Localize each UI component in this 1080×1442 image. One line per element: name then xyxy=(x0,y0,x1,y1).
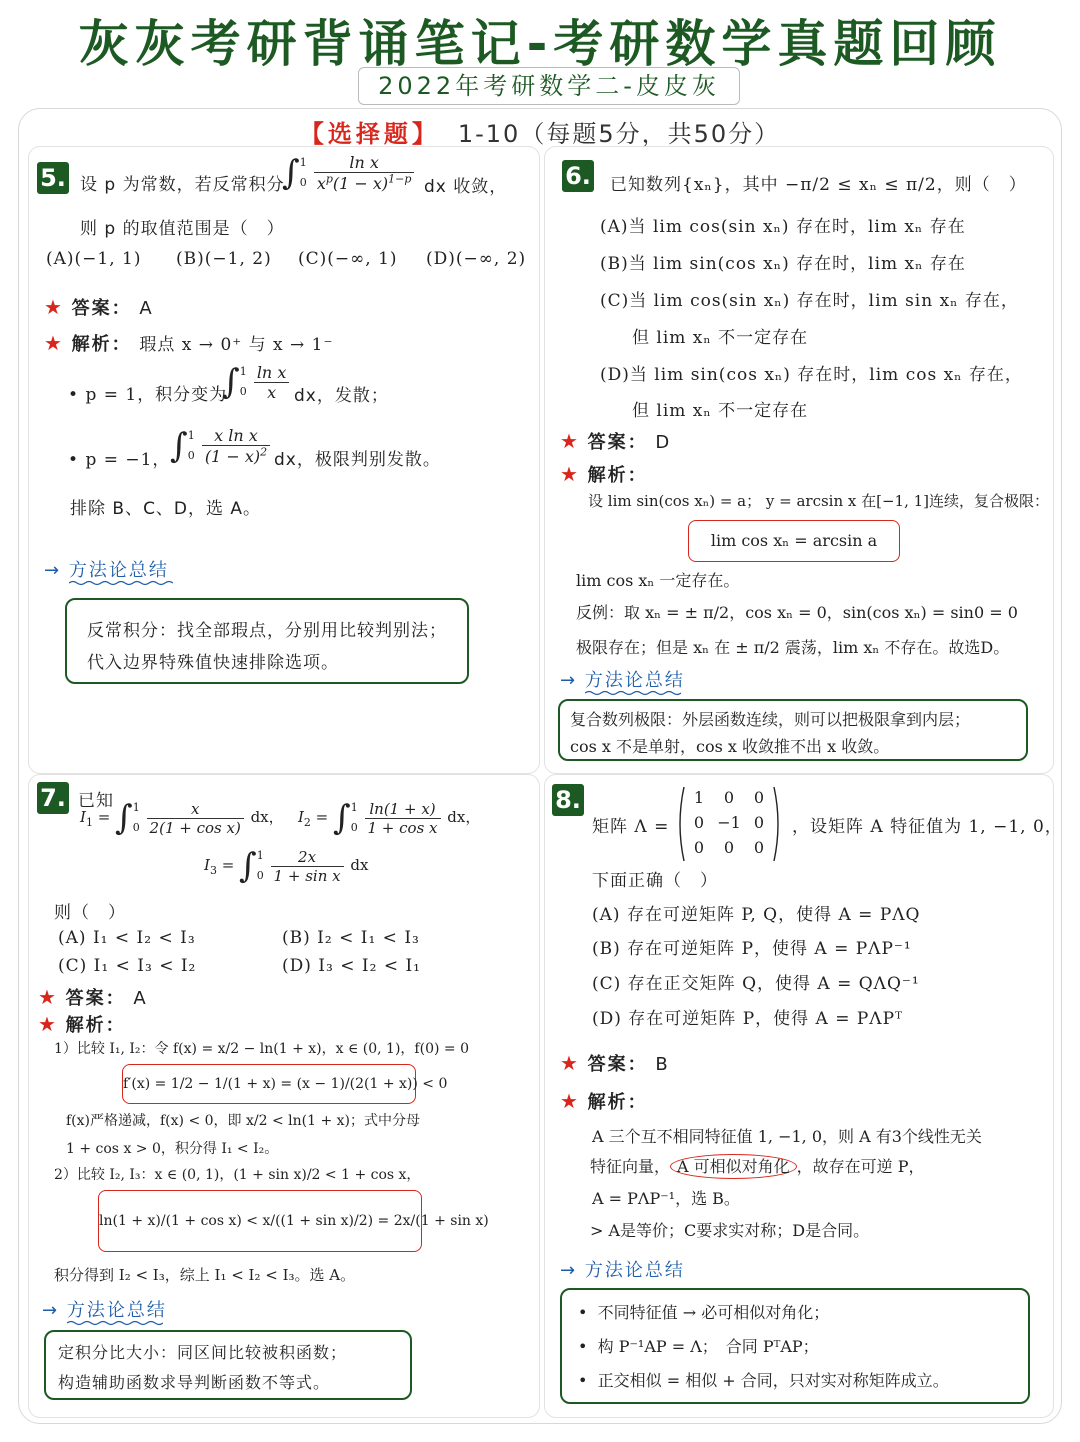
q7-option-b: (B) I₂ < I₁ < I₃ xyxy=(282,928,420,948)
q7-summary-1: 定积分比大小：同区间比较被积函数； xyxy=(58,1343,348,1362)
section-header xyxy=(0,114,1080,149)
q6-option-c: (C)当 lim cos(sin xₙ) 存在时，lim sin xₙ 存在， xyxy=(600,291,1019,311)
q8-stem2: 下面正确（ ） xyxy=(592,871,718,891)
arrow-right-icon: → xyxy=(44,560,62,581)
q5-integral: ∫1 0 $\frac{\text{ln x}}{x^p(1 - x)^{1-p}}$ xyxy=(282,153,416,193)
q5-b2-pre: p = −1， xyxy=(85,450,171,470)
section-label: 【选择题】 xyxy=(299,120,440,148)
star-icon: ★ xyxy=(560,462,580,486)
q8-number: 8. xyxy=(552,784,584,816)
q7-number: 7. xyxy=(37,782,69,814)
q6-analysis-4: 极限存在；但是 xₙ 在 ± π/2 震荡，lim xₙ 不存在。故选D。 xyxy=(576,638,1010,657)
q8-option-b: (B) 存在可逆矩阵 P，使得 A = PΛP⁻¹ xyxy=(592,939,912,959)
matrix-cell: 0 xyxy=(753,788,765,807)
q6-analysis-label: 解析： xyxy=(587,465,648,486)
q6-option-a: (A)当 lim cos(sin xₙ) 存在时，lim xₙ 存在 xyxy=(600,217,966,237)
q7-summary-box xyxy=(44,1330,412,1400)
q8-summary-box xyxy=(560,1288,1030,1404)
q7-answer: A xyxy=(133,988,148,1009)
q6-option-d: (D)当 lim sin(cos xₙ) 存在时，lim cos xₙ 存在， xyxy=(600,365,1023,385)
q5-option-b: (B)(−1, 2) xyxy=(176,249,272,269)
matrix-row xyxy=(684,813,774,838)
q7-analysis-label: 解析： xyxy=(65,1015,126,1036)
q8-answer-row xyxy=(560,1050,670,1076)
q5-b1-pre: p = 1，积分变为 xyxy=(85,385,228,405)
q7-i3: $I_3 = \int 1$ 0 $\frac{2x}{\text{1 + sin x}}$ dx xyxy=(204,846,369,886)
star-icon: ★ xyxy=(38,1012,58,1036)
q8-summary-1: • 不同特征值 → 必可相似对角化； xyxy=(578,1303,830,1322)
q5-analysis: 瑕点 x → 0⁺ 与 x → 1⁻ xyxy=(139,335,334,355)
bullet-icon: • xyxy=(578,1371,598,1390)
q8-stem-post: ，设矩阵 A 特征值为 1, −1, 0， xyxy=(792,817,1063,837)
q6-method-heading: → 方法论总结 xyxy=(560,666,685,696)
q6-analysis-1: 设 lim sin(cos xₙ) = a； y = arcsin x 在[−1, 1]连续，复合极限： xyxy=(588,492,1050,510)
q5-stem-end: dx 收敛， xyxy=(424,177,508,197)
q5-b1-integral: ∫1 0 $\frac{\text{ln x}}{x}$ xyxy=(222,362,291,402)
q5-conclusion: 排除 B、C、D，选 A。 xyxy=(70,499,262,519)
q8-answer-label: 答案： xyxy=(587,1054,648,1075)
q5-analysis-label: 解析： xyxy=(71,334,132,355)
arrow-right-icon: → xyxy=(42,1300,60,1321)
q5-b2-post: dx，极限判别发散。 xyxy=(274,450,441,470)
q7-box-2: ln(1 + x)/(1 + cos x) < x/((1 + sin x)/2) = 2x/(1 + sin x) xyxy=(98,1190,422,1252)
matrix-cell: 0 xyxy=(723,838,735,857)
matrix-cell: 1 xyxy=(693,788,705,807)
q8-option-d: (D) 存在可逆矩阵 P，使得 A = PΛPᵀ xyxy=(592,1009,904,1029)
q7-answer-row xyxy=(38,984,148,1010)
q6-analysis-2: lim cos xₙ 一定存在。 xyxy=(576,571,740,590)
bullet-icon: • xyxy=(578,1337,598,1356)
q7-summary-2: 构造辅助函数求导判断函数不等式。 xyxy=(58,1373,331,1392)
page-subtitle: 2022年考研数学二-皮皮灰 xyxy=(358,67,740,105)
q8-summary-3: • 正交相似 = 相似 + 合同，只对实对称矩阵成立。 xyxy=(578,1371,949,1390)
q8-analysis-label: 解析： xyxy=(587,1092,648,1113)
q5-answer-label: 答案： xyxy=(71,298,132,319)
q7-option-c: (C) I₁ < I₃ < I₂ xyxy=(58,956,197,976)
page-title: 灰灰考研背诵笔记-考研数学真题回顾 xyxy=(78,15,1002,73)
q5-bullet2 xyxy=(68,445,170,470)
q7-step-4: 2）比较 I₂, I₃：x ∈ (0, 1)，(1 + sin x)/2 < 1 + cos x， xyxy=(54,1167,421,1183)
q5-summary-box xyxy=(65,598,469,684)
star-icon: ★ xyxy=(560,1051,580,1075)
q6-number: 6. xyxy=(562,160,594,192)
q7-step-2: f(x)严格递减，f(x) < 0，即 x/2 < ln(1 + x)；式中分母 xyxy=(66,1113,420,1129)
arrow-right-icon: → xyxy=(560,670,578,691)
q8-analysis-3: A = PΛP⁻¹，选 B。 xyxy=(592,1189,740,1208)
q7-method-heading: → 方法论总结 xyxy=(42,1296,167,1326)
matrix-cell: 0 xyxy=(723,788,735,807)
q8-matrix xyxy=(674,784,784,864)
q8-option-a: (A) 存在可逆矩阵 P, Q，使得 A = PΛQ xyxy=(592,905,921,925)
q8-analysis-2: 特征向量， A 可相似对角化 ，故存在可逆 P， xyxy=(590,1154,925,1177)
bullet-icon: • xyxy=(68,385,86,405)
q5-option-d: (D)(−∞, 2) xyxy=(426,249,527,269)
q6-answer-row xyxy=(560,428,671,454)
q7-stem: 已知 xyxy=(78,791,114,811)
q8-analysis-1: A 三个互不相同特征值 1, −1, 0，则 A 有3个线性无关 xyxy=(592,1127,982,1146)
matrix-row xyxy=(684,788,774,813)
q6-analysis-row xyxy=(560,461,648,487)
matrix-cell: 0 xyxy=(753,838,765,857)
q6-boxed-result: lim cos xₙ = arcsin a xyxy=(688,520,900,562)
q7-i1-i2: $I_1 = \int 1$ 0 $\frac{x}{\text{2(1 + cos x)}}$ dx， $I_2 = \int 1$ 0 $\frac{\ln(1 + x)}{\text{1 + cos x}}$ dx， xyxy=(80,798,481,838)
star-icon: ★ xyxy=(38,985,58,1009)
q8-analysis-row xyxy=(560,1088,648,1114)
q5-b1-post: dx，发散； xyxy=(294,386,389,406)
matrix-cell: 0 xyxy=(693,813,705,832)
q5-b2-integral: ∫1 0 $\frac{\text{x ln x}}{(1 - x)^2}$ xyxy=(170,426,272,466)
matrix-cell: 0 xyxy=(753,813,765,832)
q6-stem: 已知数列{xₙ}，其中 −π/2 ≤ xₙ ≤ π/2，则（ ） xyxy=(610,175,1027,195)
q7-answer-label: 答案： xyxy=(65,988,126,1009)
q5-answer-row xyxy=(44,294,154,320)
q5-summary-1: 反常积分：找全部瑕点，分别用比较判别法； xyxy=(87,621,447,641)
q7-option-d: (D) I₃ < I₂ < I₁ xyxy=(282,956,421,976)
matrix-cell: −1 xyxy=(717,813,741,832)
q7-analysis-row xyxy=(38,1011,126,1037)
q5-bullet1 xyxy=(68,380,227,405)
q6-option-b: (B)当 lim sin(cos xₙ) 存在时，lim xₙ 存在 xyxy=(600,254,966,274)
q5-analysis-row xyxy=(44,330,333,356)
q6-answer-label: 答案： xyxy=(587,432,648,453)
q5-option-a: (A)(−1, 1) xyxy=(46,249,142,269)
star-icon: ★ xyxy=(44,295,64,319)
q5-stem: 设 p 为常数，若反常积分 xyxy=(80,175,285,195)
star-icon: ★ xyxy=(560,429,580,453)
q5-number: 5. xyxy=(37,162,69,194)
q6-summary-box xyxy=(558,699,1028,761)
q7-step-1: 1）比较 I₁, I₂：令 f(x) = x/2 − ln(1 + x)，x ∈ (0, 1)，f(0) = 0 xyxy=(54,1041,469,1057)
q7-option-a: (A) I₁ < I₂ < I₃ xyxy=(58,928,196,948)
q7-box-1: f′(x) = 1/2 − 1/(1 + x) = (x − 1)/(2(1 + x)) < 0 xyxy=(122,1064,416,1104)
q8-analysis-4: > A是等价；C要求实对称；D是合同。 xyxy=(590,1221,870,1240)
arrow-right-icon: → xyxy=(560,1260,578,1281)
matrix-cell: 0 xyxy=(693,838,705,857)
q8-method-heading: → 方法论总结 xyxy=(560,1260,685,1281)
q6-summary-1: 复合数列极限：外层函数连续，则可以把极限拿到内层； xyxy=(570,710,971,729)
matrix-row xyxy=(684,838,774,863)
q5-stem2: 则 p 的取值范围是（ ） xyxy=(80,219,285,239)
bullet-icon: • xyxy=(68,450,86,470)
q5-answer: A xyxy=(139,298,154,319)
q8-answer: B xyxy=(655,1054,670,1075)
q5-summary-2: 代入边界特殊值快速排除选项。 xyxy=(87,653,339,673)
q8-option-c: (C) 存在正交矩阵 Q，使得 A = QΛQ⁻¹ xyxy=(592,974,920,994)
q6-summary-2: cos x 不是单射，cos x 收敛推不出 x 收敛。 xyxy=(570,737,890,756)
q7-step-3: 1 + cos x > 0，积分得 I₁ < I₂。 xyxy=(66,1141,279,1157)
q5-method-heading: → 方法论总结 xyxy=(44,556,173,586)
q7-then: 则（ ） xyxy=(54,903,126,923)
star-icon: ★ xyxy=(560,1089,580,1113)
q8-summary-2: • 构 P⁻¹AP = Λ； 合同 PᵀAP； xyxy=(578,1337,819,1356)
q5-option-c: (C)(−∞, 1) xyxy=(298,249,398,269)
q8-circled-phrase: A 可相似对角化 xyxy=(670,1154,797,1179)
q8-stem-pre: 矩阵 Λ = xyxy=(592,817,670,837)
star-icon: ★ xyxy=(44,331,64,355)
q6-answer: D xyxy=(655,432,672,453)
q6-option-d2: 但 lim xₙ 不一定存在 xyxy=(632,401,809,421)
section-range: 1-10（每题5分，共50分） xyxy=(457,120,781,148)
q7-step-5: 积分得到 I₂ < I₃，综上 I₁ < I₂ < I₃。选 A。 xyxy=(54,1266,356,1284)
q6-option-c2: 但 lim xₙ 不一定存在 xyxy=(632,328,809,348)
q6-analysis-3: 反例：取 xₙ = ± π/2，cos xₙ = 0，sin(cos xₙ) = sin0 = 0 xyxy=(576,603,1018,622)
bullet-icon: • xyxy=(578,1303,598,1322)
